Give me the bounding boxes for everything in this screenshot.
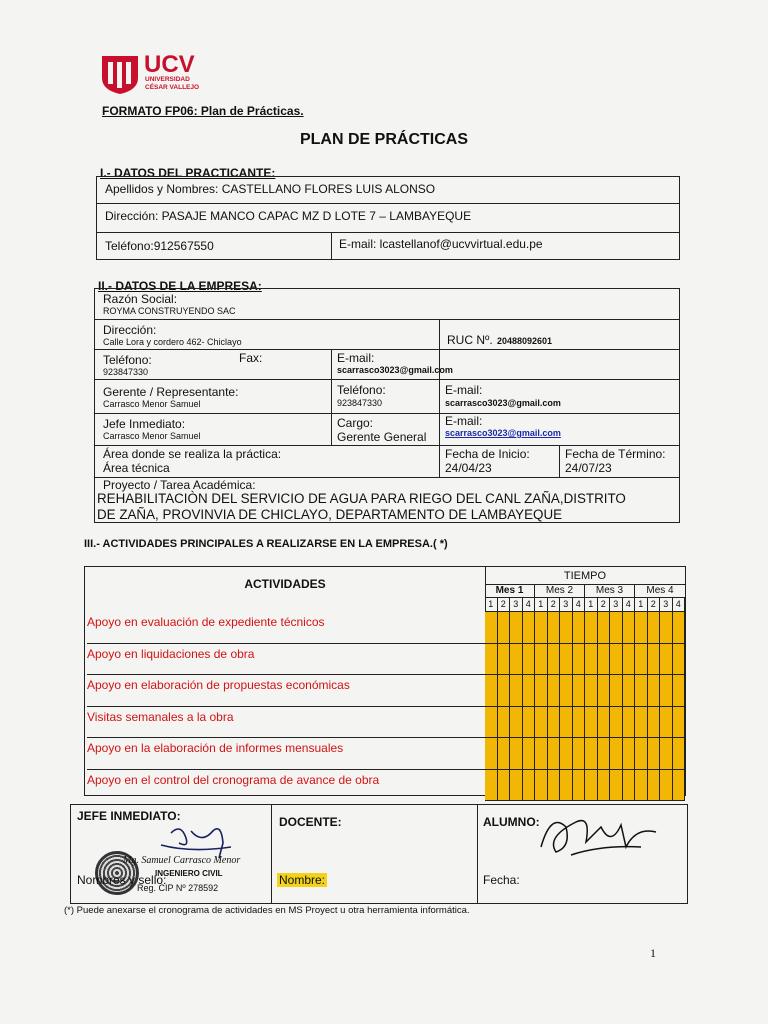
week-header: 2 <box>648 598 661 612</box>
schedule-cell <box>573 612 586 644</box>
schedule-cell <box>673 707 686 739</box>
schedule-cell <box>498 738 511 770</box>
jefe-email-value[interactable]: scarrasco3023@gmail.com <box>445 428 561 438</box>
week-header: 3 <box>510 598 523 612</box>
schedule-cell <box>673 675 686 707</box>
week-header: 1 <box>485 598 498 612</box>
week-header: 3 <box>560 598 573 612</box>
schedule-cell <box>610 612 623 644</box>
empresa-email-value: scarrasco3023@gmail.com <box>337 365 453 375</box>
schedule-cell <box>635 738 648 770</box>
schedule-cell <box>523 644 536 676</box>
jefe-bottom-label: Nombres y sello: <box>77 873 167 887</box>
schedule-cell <box>485 612 498 644</box>
logo-brand: UCV <box>144 51 195 78</box>
gantt-grid <box>485 584 685 795</box>
gerente-value: Carrasco Menor Samuel <box>103 399 201 409</box>
schedule-cell <box>560 675 573 707</box>
inicio-value: 24/04/23 <box>445 461 492 475</box>
schedule-cell <box>585 770 598 802</box>
schedule-cell <box>598 612 611 644</box>
format-label: FORMATO FP06: Plan de Prácticas. <box>102 104 304 118</box>
activity-item: Apoyo en elaboración de propuestas económicas <box>87 675 485 707</box>
schedule-cell <box>648 644 661 676</box>
schedule-cell <box>548 675 561 707</box>
gerente-tel-value: 923847330 <box>337 398 383 408</box>
alumno-fecha: Fecha: <box>483 873 520 887</box>
activity-item: Visitas semanales a la obra <box>87 707 485 739</box>
empresa-table <box>94 288 680 523</box>
student-email: E-mail: lcastellanof@ucvvirtual.edu.pe <box>339 237 543 251</box>
schedule-cell <box>585 644 598 676</box>
direccion-label: Dirección: <box>103 323 157 337</box>
proyecto-line2: DE ZAÑA, PROVINVIA DE CHICLAYO, DEPARTAMENTO DE LAMBAYEQUE <box>97 507 563 522</box>
gerente-email-label: E-mail: <box>445 383 483 397</box>
schedule-cell <box>535 612 548 644</box>
schedule-cell <box>648 738 661 770</box>
schedule-cell <box>498 675 511 707</box>
schedule-cell <box>535 675 548 707</box>
week-header: 4 <box>523 598 536 612</box>
schedule-cell <box>585 612 598 644</box>
ruc-label: RUC Nº. <box>447 333 493 347</box>
ucv-shield-icon <box>100 54 140 94</box>
week-header: 3 <box>660 598 673 612</box>
razon-value: ROYMA CONSTRUYENDO SAC <box>103 306 236 316</box>
schedule-cell <box>648 675 661 707</box>
schedule-cell <box>485 644 498 676</box>
tiempo-header: TIEMPO <box>563 570 607 582</box>
schedule-cell <box>485 707 498 739</box>
schedule-cell <box>648 770 661 802</box>
week-header: 1 <box>635 598 648 612</box>
schedule-cell <box>535 644 548 676</box>
ruc-value: 20488092601 <box>497 336 553 346</box>
schedule-cell <box>498 612 511 644</box>
month-header: Mes 2 <box>535 584 585 598</box>
schedule-cell <box>510 738 523 770</box>
schedule-cell <box>510 675 523 707</box>
jefe-stamp-name: Mg. Samuel Carrasco Menor <box>123 855 241 866</box>
schedule-cell <box>548 770 561 802</box>
student-name: Apellidos y Nombres: CASTELLANO FLORES LUIS ALONSO <box>105 182 436 196</box>
schedule-cell <box>498 644 511 676</box>
schedule-cell <box>660 707 673 739</box>
termino-label: Fecha de Término: <box>565 447 666 461</box>
week-header: 3 <box>610 598 623 612</box>
week-header: 4 <box>573 598 586 612</box>
termino-value: 24/07/23 <box>565 461 612 475</box>
student-phone: Teléfono:912567550 <box>105 239 214 253</box>
schedule-cell <box>523 738 536 770</box>
gerente-email-value: scarrasco3023@gmail.com <box>445 398 561 408</box>
schedule-cell <box>498 707 511 739</box>
schedule-cell <box>573 675 586 707</box>
gerente-label: Gerente / Representante: <box>103 385 239 399</box>
week-header: 4 <box>623 598 636 612</box>
alumno-signature-icon <box>531 807 661 867</box>
area-label: Área donde se realiza la práctica: <box>103 447 282 461</box>
schedule-cell <box>598 770 611 802</box>
schedule-cell <box>660 770 673 802</box>
schedule-cell <box>610 644 623 676</box>
schedule-cell <box>673 612 686 644</box>
schedule-cell <box>660 738 673 770</box>
jefe-stamp-reg: Reg. CIP Nº 278592 <box>137 883 219 893</box>
schedule-cell <box>510 707 523 739</box>
schedule-cell <box>548 612 561 644</box>
signature-table <box>70 804 688 904</box>
week-header: 1 <box>585 598 598 612</box>
schedule-cell <box>548 707 561 739</box>
section1-heading: I.- DATOS DEL PRACTICANTE: <box>100 166 276 180</box>
page-number: 1 <box>650 946 656 960</box>
page-title: PLAN DE PRÁCTICAS <box>299 131 468 148</box>
week-header: 2 <box>598 598 611 612</box>
activity-list <box>85 612 485 795</box>
month-header: Mes 3 <box>585 584 635 598</box>
schedule-cell <box>548 644 561 676</box>
schedule-cell <box>623 675 636 707</box>
activity-item: Apoyo en la elaboración de informes mensuales <box>87 738 485 770</box>
schedule-cell <box>623 707 636 739</box>
schedule-cell <box>610 707 623 739</box>
schedule-cell <box>485 738 498 770</box>
practicante-table <box>96 176 680 260</box>
schedule-cell <box>485 675 498 707</box>
jefe-stamp-title: INGENIERO CIVIL <box>155 869 223 878</box>
week-header: 1 <box>535 598 548 612</box>
schedule-cell <box>560 612 573 644</box>
schedule-cell <box>673 644 686 676</box>
direccion-value: Calle Lora y cordero 462- Chiclayo <box>103 337 242 347</box>
schedule-cell <box>598 675 611 707</box>
schedule-cell <box>635 612 648 644</box>
footnote: (*) Puede anexarse el cronograma de actividades en MS Proyect u otra herramienta informática. <box>64 905 470 916</box>
schedule-cell <box>510 612 523 644</box>
schedule-cell <box>660 644 673 676</box>
proyecto-label: Proyecto / Tarea Académica: <box>103 478 256 492</box>
schedule-cell <box>673 770 686 802</box>
jefe-email-label: E-mail: <box>445 414 483 428</box>
schedule-cell <box>648 707 661 739</box>
schedule-cell <box>573 770 586 802</box>
jefe-value: Carrasco Menor Samuel <box>103 431 201 441</box>
schedule-cell <box>535 707 548 739</box>
schedule-cell <box>610 675 623 707</box>
schedule-cell <box>660 612 673 644</box>
schedule-cell <box>585 675 598 707</box>
docente-nombre: Nombre: <box>279 873 326 887</box>
schedule-cell <box>573 707 586 739</box>
schedule-cell <box>523 707 536 739</box>
schedule-cell <box>598 644 611 676</box>
student-address: Dirección: PASAJE MANCO CAPAC MZ D LOTE 7 – LAMBAYEQUE <box>105 209 472 223</box>
activity-item: Apoyo en liquidaciones de obra <box>87 644 485 676</box>
schedule-cell <box>623 738 636 770</box>
section2-heading: II.- DATOS DE LA EMPRESA: <box>98 279 262 293</box>
week-header: 4 <box>673 598 686 612</box>
jefe-sign-label: JEFE INMEDIATO: <box>77 809 181 823</box>
schedule-cell <box>498 770 511 802</box>
schedule-cell <box>585 707 598 739</box>
logo-line2: CÉSAR VALLEJO <box>145 84 200 91</box>
schedule-cell <box>573 738 586 770</box>
schedule-cell <box>523 675 536 707</box>
logo-line1: UNIVERSIDAD <box>145 76 190 83</box>
schedule-cell <box>560 707 573 739</box>
razon-label: Razón Social: <box>103 292 178 306</box>
schedule-cell <box>523 612 536 644</box>
schedule-cell <box>635 770 648 802</box>
schedule-cell <box>560 644 573 676</box>
area-value: Área técnica <box>103 461 170 475</box>
schedule-cell <box>548 738 561 770</box>
cargo-label: Cargo: <box>337 416 374 430</box>
schedule-cell <box>560 738 573 770</box>
schedule-cell <box>535 770 548 802</box>
schedule-cell <box>623 612 636 644</box>
schedule-cell <box>535 738 548 770</box>
proyecto-line1: REHABILITACIÒN DEL SERVICIO DE AGUA PARA RIEGO DEL CANL ZAÑA,DISTRITO <box>97 491 626 506</box>
schedule-cell <box>585 738 598 770</box>
cargo-value: Gerente General <box>337 430 427 444</box>
month-header: Mes 1 <box>485 584 535 598</box>
schedule-cell <box>648 612 661 644</box>
schedule-cell <box>623 644 636 676</box>
ucv-logo <box>100 52 200 94</box>
activity-item: Apoyo en el control del cronograma de avance de obra <box>87 772 380 787</box>
actividades-table <box>84 566 686 796</box>
schedule-cell <box>660 675 673 707</box>
gerente-tel-label: Teléfono: <box>337 383 386 397</box>
schedule-cell <box>635 675 648 707</box>
schedule-cell <box>635 707 648 739</box>
jefe-label: Jefe Inmediato: <box>103 417 186 431</box>
schedule-cell <box>673 738 686 770</box>
schedule-cell <box>635 644 648 676</box>
week-header: 2 <box>498 598 511 612</box>
schedule-cell <box>610 770 623 802</box>
actividades-header: ACTIVIDADES <box>244 577 326 591</box>
schedule-cell <box>523 770 536 802</box>
schedule-cell <box>598 738 611 770</box>
activity-item: Apoyo en evaluación de expediente técnicos <box>87 612 485 644</box>
schedule-cell <box>510 770 523 802</box>
schedule-cell <box>623 770 636 802</box>
schedule-cell <box>485 770 498 802</box>
fax-label: Fax: <box>239 351 263 365</box>
month-header: Mes 4 <box>635 584 685 598</box>
inicio-label: Fecha de Inicio: <box>445 447 530 461</box>
schedule-cell <box>510 644 523 676</box>
schedule-cell <box>560 770 573 802</box>
section3-heading: III.- ACTIVIDADES PRINCIPALES A REALIZARSE EN LA EMPRESA.( *) <box>84 538 448 550</box>
alumno-label: ALUMNO: <box>483 815 540 829</box>
schedule-cell <box>610 738 623 770</box>
telefono-label: Teléfono: <box>103 353 152 367</box>
docente-label: DOCENTE: <box>279 815 342 829</box>
telefono-value: 923847330 <box>103 367 149 377</box>
schedule-cell <box>573 644 586 676</box>
schedule-cell <box>598 707 611 739</box>
week-header: 2 <box>548 598 561 612</box>
empresa-email-label: E-mail: <box>337 351 375 365</box>
